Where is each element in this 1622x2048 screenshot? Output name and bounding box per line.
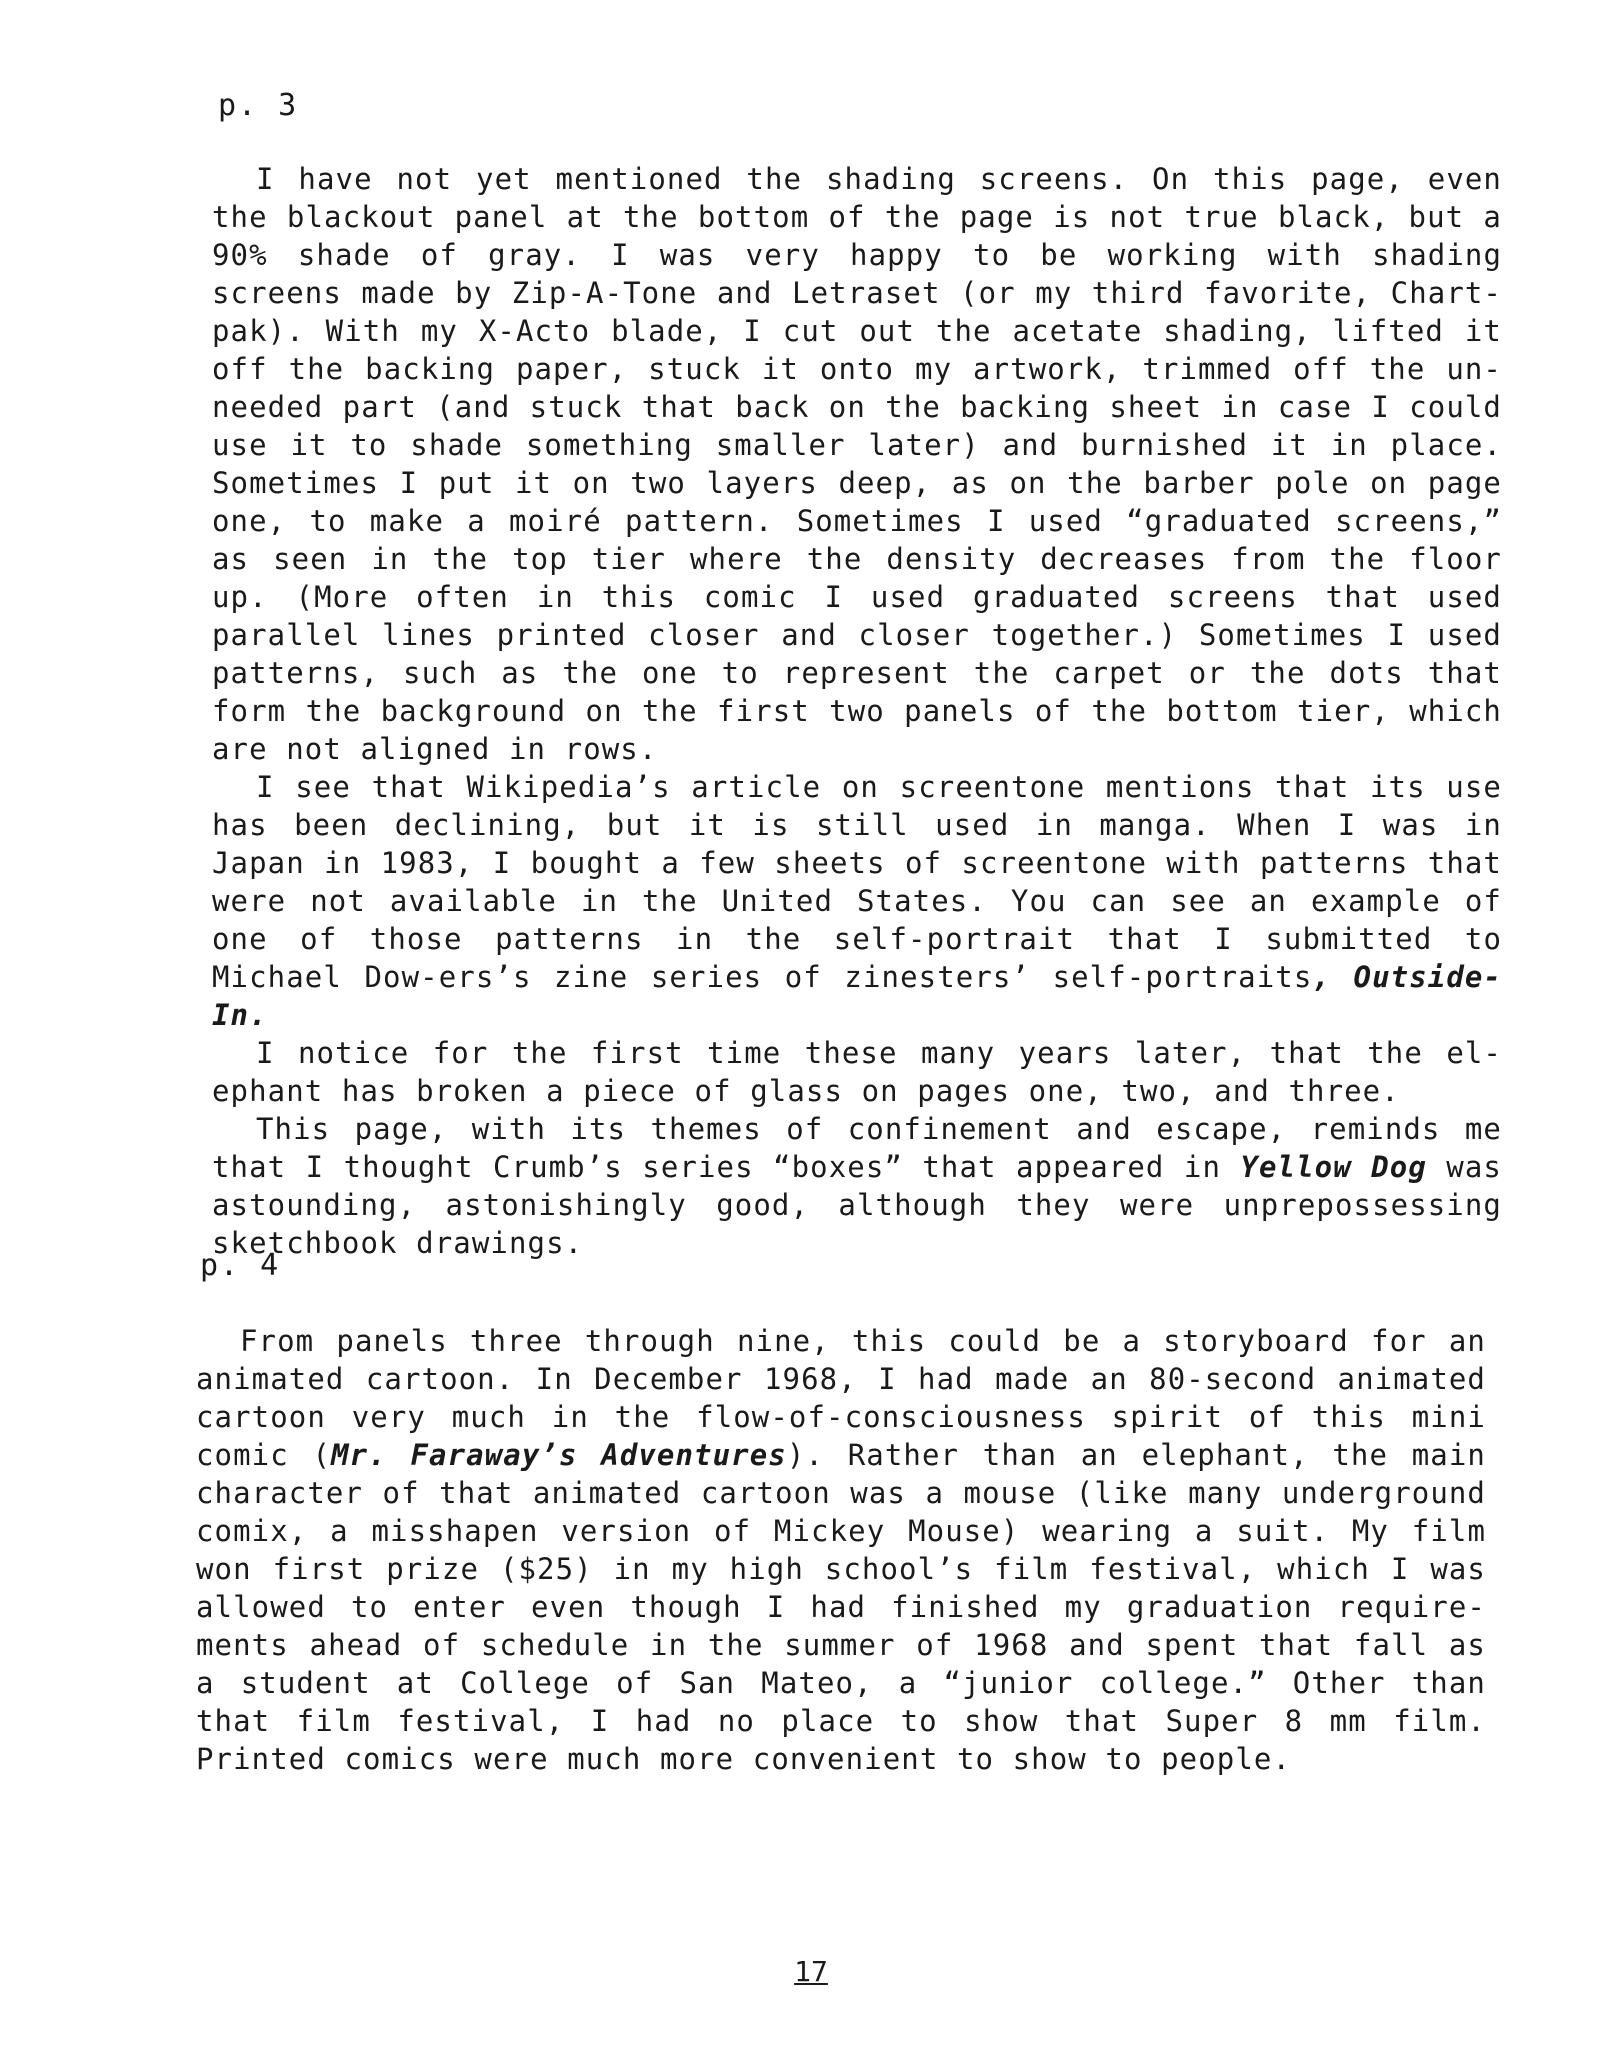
text-segment: I have not yet mentioned the shading screens. On this page, even the blackout panel at the bottom of the page is not true black, but a 90% shade of gray. I was very happy to be working with shading screens made by Zip-A-Tone and Letraset (or my third favorite, Chart-pak). With my X-Acto blade, I cut out the acetate shading, lifted it off the backing paper, stuck it onto my artwork, trimmed off the un-needed part (and stuck that back on the backing sheet in case I could use it to shade something smaller later) and burnished it in place. Sometimes I put it on two layers deep, as on the barber pole on page one, to make a moiré pattern. Sometimes I used “graduated screens,” as seen in the top tier where the density decreases from the floor up. (More often in this comic I used graduated screens that used parallel lines printed closer and closer together.) Sometimes I used patterns, such as the one to represent the carpet or the dots that form the background on the first two panels of the bottom tier, which are not aligned in rows. — [212, 162, 1502, 766]
paragraph — [196, 1322, 1486, 1778]
text-segment: I see that Wikipedia’s article on screentone mentions that its use has been declining, but it is still used in manga. When I was in Japan in 1983, I bought a few sheets of screentone with patterns that were not available in the United States. You can see an example of one of those patterns in the self-portrait that I submitted to Michael Dow-ers’s zine series of zinesters’ self-portraits — [212, 770, 1502, 994]
italic-title-mr-faraway: Mr. Faraway’s Adventures — [331, 1438, 787, 1472]
text-segment: ). Rather than an elephant, the main character of that animated cartoon was a mouse (like many underground comix, a misshapen version of Mickey Mouse) wearing a suit. My film won first prize ($25) in my high school’s film festival, which I was allowed to enter even though I had finished my graduation require-ments ahead of schedule in the summer of 1968 and spent that fall as a student at College of San Mateo, a “junior college.” Other than that film festival, I had no place to show that Super 8 mm film. Printed comics were much more convenient to show to people. — [196, 1438, 1486, 1776]
italic-title-outside-in: , Outside-In. — [212, 960, 1502, 1032]
text-segment: This page, with its themes of confinement and escape, reminds me that I thought Crumb’s series “boxes” that appeared in — [212, 1112, 1502, 1184]
section-p3-body — [212, 160, 1502, 1262]
section-heading-p3: p. 3 — [218, 88, 299, 123]
section-p4-body — [196, 1322, 1486, 1778]
page-number — [0, 1955, 1622, 1988]
page-number-text: 17 — [794, 1955, 828, 1988]
section-heading-p4: p. 4 — [200, 1248, 281, 1283]
text-segment: was astounding, astonishingly good, although they were unprepossessing sketchbook drawings. — [212, 1150, 1502, 1260]
paragraph — [212, 1110, 1502, 1262]
text-segment: From panels three through nine, this could be a storyboard for an animated cartoon. In December 1968, I had made an 80-second animated cartoon very much in the flow-of-consciousness spirit of this mini comic ( — [196, 1324, 1486, 1472]
paragraph — [212, 768, 1502, 1034]
paragraph — [212, 160, 1502, 768]
paragraph — [212, 1034, 1502, 1110]
italic-title-yellow-dog: Yellow Dog — [1240, 1150, 1427, 1184]
text-segment: I notice for the first time these many years later, that the el-ephant has broken a piece of glass on pages one, two, and three. — [212, 1036, 1502, 1108]
